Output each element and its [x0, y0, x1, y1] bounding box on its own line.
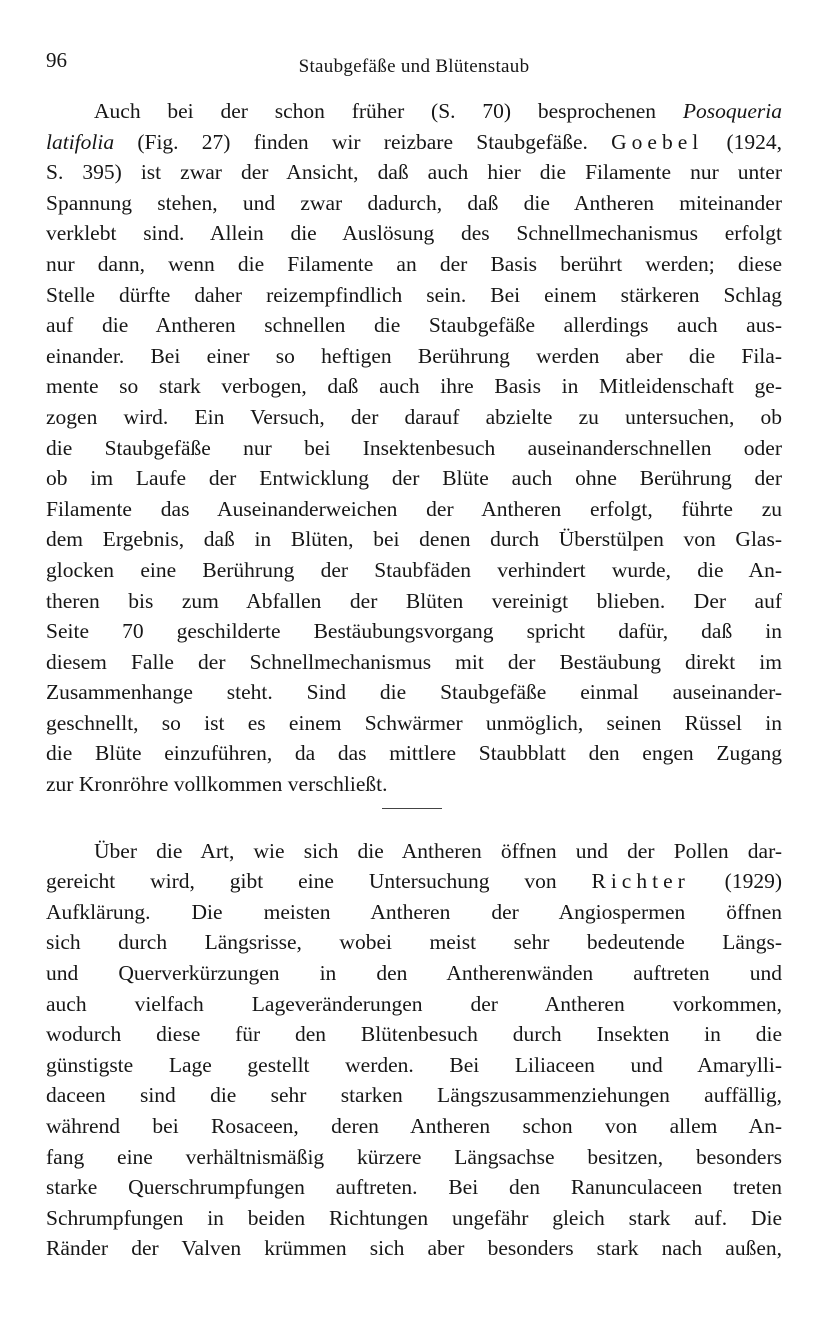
text-line: ob im Laufe der Entwicklung der Blüte auch ohne Berührung der — [46, 466, 782, 491]
text-line: sich durch Längsrisse, wobei meist sehr bedeutende Längs- — [46, 930, 782, 955]
text-line: verklebt sind. Allein die Auslösung des Schnellmechanismus erfolgt — [46, 221, 782, 246]
text-line: Spannung stehen, und zwar dadurch, daß die Antheren miteinander — [46, 190, 782, 215]
text-line: Über die Art, wie sich die Antheren öffnen und der Pollen dar- — [94, 838, 782, 863]
text-line: glocken eine Berührung der Staubfäden verhindert wurde, die An- — [46, 557, 782, 582]
text-line: starke Querschrumpfungen auftreten. Bei den Ranunculaceen treten — [46, 1175, 782, 1200]
text-line: daceen sind die sehr starken Längszusammenziehungen auffällig, — [46, 1083, 782, 1108]
running-head: Staubgefäße und Blütenstaub — [298, 56, 530, 77]
text-line: Stelle dürfte daher reizempfindlich sein. Bei einem stärkeren Schlag — [46, 282, 782, 307]
text-line: die Blüte einzuführen, da das mittlere Staubblatt den engen Zugang — [46, 741, 782, 766]
text-line: geschnellt, so ist es einem Schwärmer unmöglich, seinen Rüssel in — [46, 710, 782, 735]
author-name: Goebel — [611, 129, 704, 154]
text-line: auch vielfach Lageveränderungen der Antheren vorkommen, — [46, 991, 782, 1016]
species-name: latifolia — [46, 129, 115, 154]
text-line: Ränder der Valven krümmen sich aber besonders stark nach außen, — [46, 1236, 782, 1261]
text-line: wodurch diese für den Blütenbesuch durch Insekten in die — [46, 1022, 782, 1047]
text-line: latifolia (Fig. 27) finden wir reizbare Staubgefäße. Goebel (1924, — [46, 129, 783, 154]
text-line: zur Kronröhre vollkommen verschließt. — [46, 772, 388, 797]
text-line: Auch bei der schon früher (S. 70) besprochenen Posoqueria — [94, 99, 783, 123]
text-line: dem Ergebnis, daß in Blüten, bei denen durch Überstülpen von Glas- — [46, 527, 782, 552]
text-line: günstigste Lage gestellt werden. Bei Liliaceen und Amarylli- — [46, 1052, 782, 1077]
text-line: Filamente das Auseinanderweichen der Antheren erfolgt, führte zu — [46, 496, 782, 521]
text-line: gereicht wird, gibt eine Untersuchung von Richter (1929) — [46, 869, 782, 894]
text-line: und Querverkürzungen in den Antherenwänden auftreten und — [46, 961, 782, 986]
text-line: auf die Antheren schnellen die Staubgefäße allerdings auch aus- — [46, 313, 782, 338]
page-header — [46, 44, 782, 84]
section-divider — [46, 800, 782, 828]
text-line: diesem Falle der Schnellmechanismus mit der Bestäubung direkt im — [46, 649, 782, 674]
text-line: zogen wird. Ein Versuch, der darauf abzielte zu untersuchen, ob — [46, 404, 782, 429]
page-number: 96 — [46, 48, 67, 72]
paragraph-posoqueria — [46, 96, 782, 800]
text-line: während bei Rosaceen, deren Antheren schon von allem An- — [46, 1114, 782, 1138]
text-line: die Staubgefäße nur bei Insektenbesuch auseinanderschnellen oder — [46, 435, 782, 460]
text-line: S. 395) ist zwar der Ansicht, daß auch hier die Filamente nur unter — [46, 160, 782, 185]
text-line: Aufklärung. Die meisten Antheren der Angiospermen öffnen — [46, 899, 782, 924]
paragraph-antheren — [46, 836, 782, 1264]
text-line: Zusammenhange steht. Sind die Staubgefäße einmal auseinander- — [46, 680, 782, 705]
species-name: Posoqueria — [682, 99, 783, 123]
text-line: Seite 70 geschilderte Bestäubungsvorgang spricht dafür, daß in — [46, 619, 782, 644]
text-line: nur dann, wenn die Filamente an der Basis berührt werden; diese — [46, 251, 782, 276]
text-line: einander. Bei einer so heftigen Berührung werden aber die Fila- — [46, 343, 782, 368]
author-name: Richter — [591, 869, 690, 894]
text-line: mente so stark verbogen, daß auch ihre Basis in Mitleidenschaft ge- — [46, 374, 782, 399]
text-line: fang eine verhältnismäßig kürzere Längsachse besitzen, besonders — [46, 1144, 782, 1169]
book-page — [46, 44, 782, 1264]
text-line: Schrumpfungen in beiden Richtungen ungefähr gleich stark auf. Die — [46, 1205, 782, 1230]
text-line: theren bis zum Abfallen der Blüten vereinigt blieben. Der auf — [46, 588, 782, 613]
